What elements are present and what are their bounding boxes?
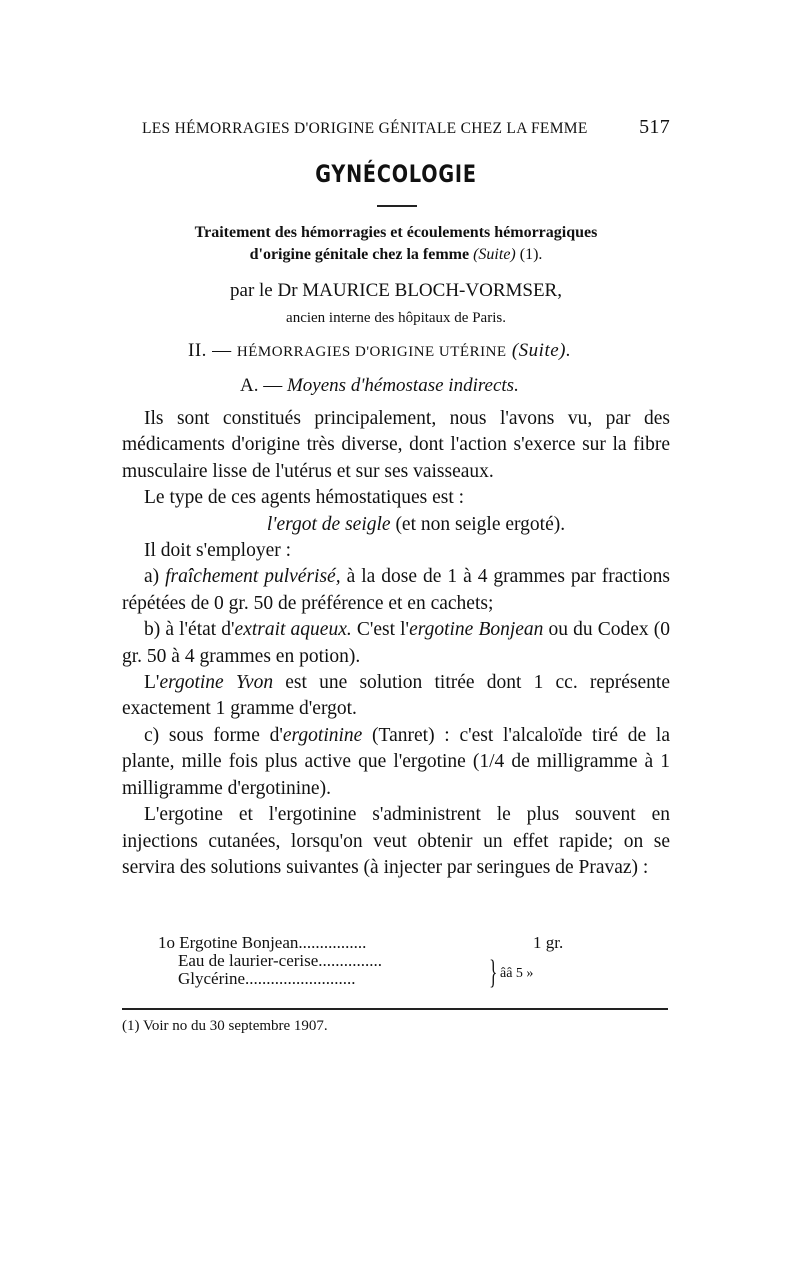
body-text	[122, 406, 670, 881]
paragraph-8-italic: ergotinine	[282, 724, 363, 746]
paragraph-6-italic1: extrait aqueux.	[234, 619, 352, 641]
recipe-row-1	[158, 934, 598, 952]
paragraph-3-rest: (et non seigle ergoté).	[390, 513, 566, 535]
article-title-suite: (Suite)	[473, 246, 516, 263]
paragraph-5-rest: à la dose de 1 à 4 grammes par fractions répétées de 0 gr. 50 de préférence et en cachets;	[122, 566, 670, 614]
paragraph-3-italic: l'ergot de seigle	[266, 513, 391, 535]
document-page	[122, 0, 670, 1262]
paragraph-5	[122, 564, 670, 617]
paragraph-5-italic: fraîchement pulvérisé,	[165, 566, 341, 588]
running-title: LES HÉMORRAGIES D'ORIGINE GÉNITALE CHEZ LA FEMME	[142, 120, 588, 137]
paragraph-7-italic: ergotine Yvon	[159, 672, 274, 694]
paragraph-4: Il doit s'employer :	[144, 540, 292, 562]
heading-section-suite: (Suite).	[511, 340, 572, 361]
affiliation: ancien interne des hôpitaux de Paris.	[286, 310, 506, 326]
paragraph-2: Le type de ces agents hémostatiques est :	[144, 487, 465, 509]
article-title-line2: d'origine génitale chez la femme	[249, 246, 470, 263]
paragraph-7-rest: est une solution titrée dont 1 cc. représente exactement 1 gramme d'ergot.	[122, 672, 670, 720]
footnote-ref: (1).	[519, 246, 543, 263]
recipe-qty-2: ââ 5 »	[500, 966, 534, 981]
recipe-item-3: Glycérine..........................	[178, 969, 356, 988]
recipe-item-2: Eau de laurier-cerise...............	[178, 951, 383, 970]
paragraph-6-c: ou du Codex (0 gr. 50 à 4 grammes en potion).	[122, 619, 671, 667]
footnote-rule	[122, 1008, 668, 1010]
paragraph-6-b: C'est l'	[351, 619, 410, 641]
paragraph-6-a: b) à l'état d'	[144, 619, 235, 641]
paragraph-8	[122, 723, 670, 802]
paragraph-1: Ils sont constitués principalement, nous l'avons vu, par des médicaments d'origine très diverse, dont l'action s'exerce sur la fibre musculaire lisse de l'utérus et sur ses vaisseaux.	[122, 408, 670, 482]
heading-subsection-text: Moyens d'hémostase indirects.	[286, 375, 519, 396]
paragraph-7-a: L'	[144, 672, 160, 694]
recipe-qty-1: 1 gr.	[533, 933, 564, 952]
heading-section-ii	[188, 340, 571, 362]
paragraph-8-rest: (Tanret) : c'est l'alcaloïde tiré de la plante, mille fois plus active que l'ergotine (1/4 de milligramme à 1 milligramme d'ergotinine).	[122, 724, 670, 799]
paragraph-5-a: a)	[144, 566, 166, 588]
heading-subsection-number: A. —	[240, 375, 283, 396]
heading-subsection-a	[240, 375, 519, 397]
article-title-line1: Traitement des hémorragies et écoulements hémorragiques	[194, 224, 598, 241]
article-title-line2-wrap	[122, 244, 670, 266]
section-title: GYNÉCOLOGIE	[315, 160, 477, 188]
recipe-brace: }	[489, 954, 498, 991]
footnote: (1) Voir no du 30 septembre 1907.	[122, 1018, 328, 1034]
heading-section-number: II. —	[188, 340, 232, 361]
paragraph-7	[122, 670, 670, 723]
paragraph-3	[122, 512, 670, 538]
paragraph-6-italic2: ergotine Bonjean	[409, 619, 544, 641]
paragraph-8-a: c) sous forme d'	[144, 724, 283, 746]
page-number: 517	[639, 116, 670, 138]
byline: par le Dr MAURICE BLOCH-VORMSER,	[230, 280, 562, 301]
title-rule	[377, 205, 417, 207]
article-title	[122, 222, 670, 266]
heading-section-text: HÉMORRAGIES D'ORIGINE UTÉRINE	[236, 344, 507, 360]
recipe-item-1: 1o Ergotine Bonjean................	[158, 933, 367, 952]
paragraph-6	[122, 617, 670, 670]
recipe-table	[158, 933, 598, 991]
paragraph-9: L'ergotine et l'ergotinine s'administrent le plus souvent en injections cutanées, lorsqu'on veut obtenir un effet rapide; on se servira des solutions suivantes (à injecter par seringues de Pravaz) :	[122, 804, 670, 878]
